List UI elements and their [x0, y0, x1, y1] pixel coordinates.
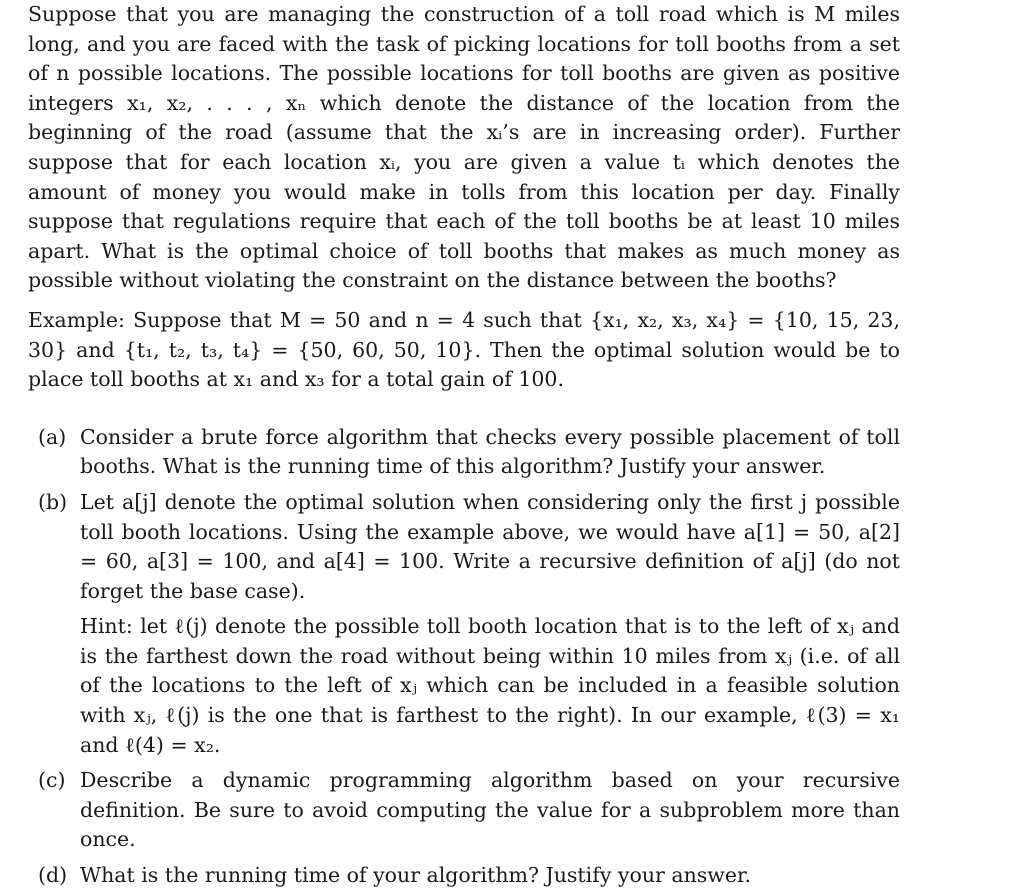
question-text: What is the running time of your algorithm? Justify your answer. — [80, 863, 752, 888]
question-label: (b) — [38, 489, 68, 514]
question-item-c — [28, 766, 900, 855]
problem-statement: Suppose that you are managing the construction of a toll road which is M miles long, and you are faced with the task of picking locations for toll booths from a set of n possible locations. The possible locations for toll booths are given as positive integers x₁, x₂, . . . , xₙ which denote the distance of the location from the beginning of the road (assume that the xᵢ’s are in increasing order). Further suppose that for each location xᵢ, you are given a value tᵢ which denotes the amount of money you would make in tolls from this location per day. Finally suppose that regulations require that each of the toll booths be at least 10 miles apart. What is the optimal choice of toll booths that makes as much money as possible without violating the constraint on the distance between the booths? — [28, 2, 900, 293]
question-item-b — [28, 488, 900, 760]
question-body — [80, 488, 900, 760]
example-paragraph: Example: Suppose that M = 50 and n = 4 such that {x₁, x₂, x₃, x₄} = {10, 15, 23, 30} and {t₁, t₂, t₃, t₄} = {50, 60, 50, 10}. Then the optimal solution would be to place toll booths at x₁ and x₃ for a total gain of 100. — [28, 307, 900, 392]
question-label: (d) — [38, 863, 68, 888]
question-label: (c) — [38, 768, 66, 793]
question-text: Consider a brute force algorithm that checks every possible placement of toll booths. What is the running time of this algorithm? Justify your answer. — [80, 424, 900, 479]
question-list — [28, 423, 900, 891]
question-body — [80, 861, 900, 891]
question-text: Describe a dynamic programming algorithm based on your recursive definition. Be sure to avoid computing the value for a subproblem more than once. — [80, 768, 900, 852]
question-item-a — [28, 423, 900, 482]
question-body — [80, 766, 900, 855]
question-body — [80, 423, 900, 482]
question-text: Let a[j] denote the optimal solution when considering only the first j possible toll booth locations. Using the example above, we would have a[1] = 50, a[2] = 60, a[3] = 100, and a[4] = 100. Write a recursive definition of a[j] (do not forget the base case). — [80, 489, 900, 603]
question-label: (a) — [38, 424, 67, 449]
question-hint: Hint: let ℓ(j) denote the possible toll booth location that is to the left of xⱼ and is the farthest down the road without being within 10 miles from xⱼ (i.e. of all of the locations to the left of xⱼ which can be included in a feasible solution with xⱼ, ℓ(j) is the one that is farthest to the right). In our example, ℓ(3) = x₁ and ℓ(4) = x₂. — [80, 614, 900, 757]
question-item-d — [28, 861, 900, 891]
